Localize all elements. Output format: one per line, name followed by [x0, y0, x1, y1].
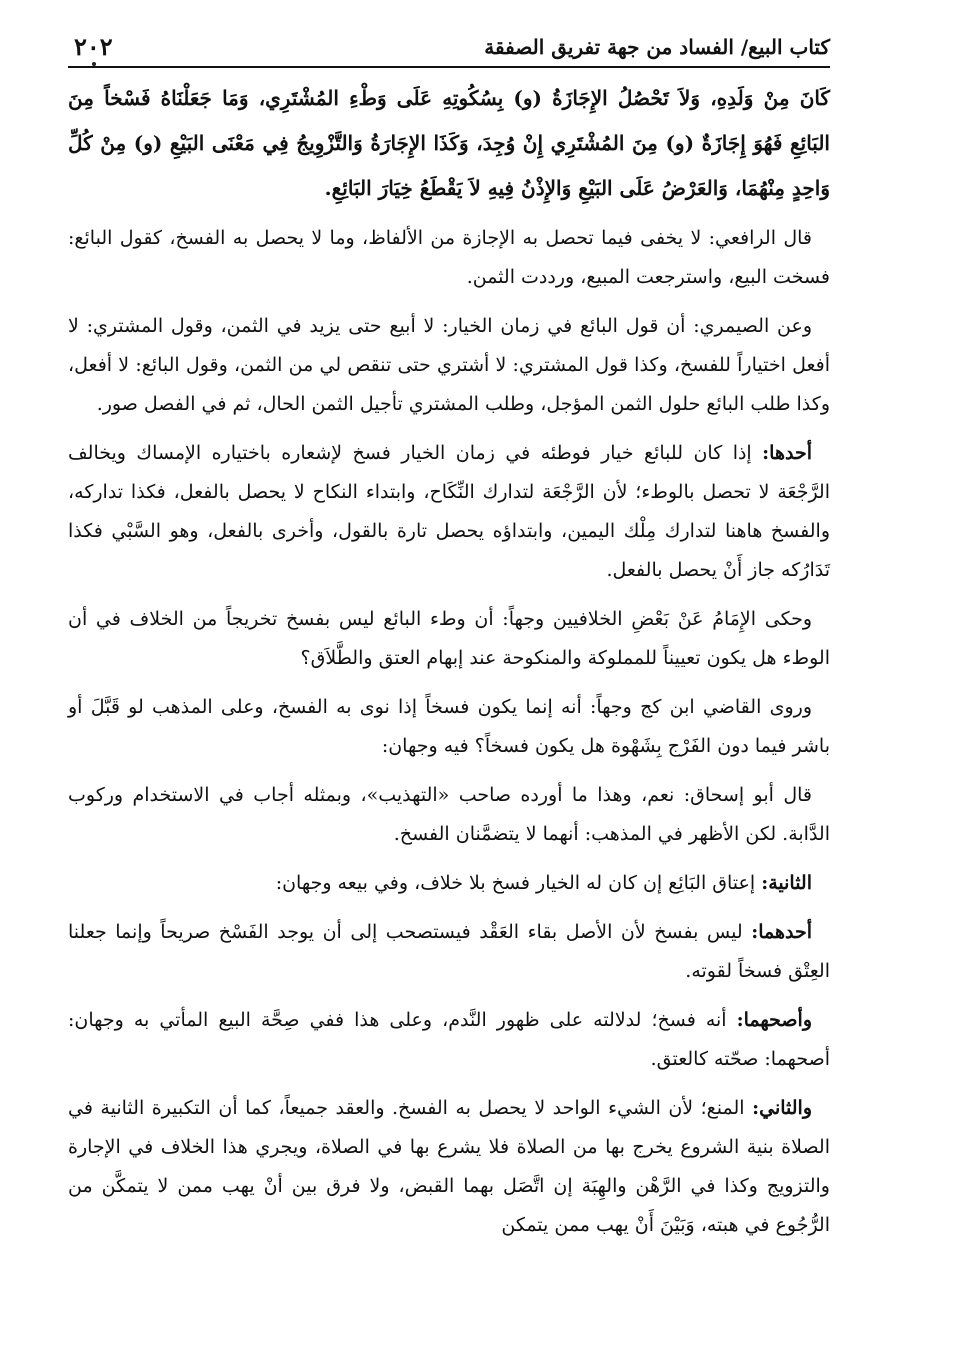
paragraph	[68, 307, 830, 424]
book-page	[68, 22, 830, 1342]
paragraph	[68, 688, 830, 766]
paragraph	[68, 434, 830, 590]
paragraph-text: وحكى الإِمَامُ عَنْ بَعْضِ الخلافيين وجهاً: أن وطء البائع ليس بفسخ تخريجاً من الخلاف في أن الوطء هل يكون تعييناً للمملوكة والمنكوحة عند إبهام العتق والطَّلاَق؟	[68, 608, 830, 669]
matn-paragraph	[68, 76, 830, 211]
paragraph-text: إعتاق البَائِع إن كان له الخيار فسخ بلا خلاف، وفي بيعه وجهان:	[275, 872, 762, 894]
page-body	[68, 68, 830, 1245]
paragraph-lead: الثانية:	[761, 872, 812, 894]
paragraph-text: وروى القاضي ابن كج وجهاً: أنه إنما يكون فسخاً إذا نوى به الفسخ، وعلى المذهب لو قَبَّلَ أو باشر فيما دون الفَرْج بِشَهْوة هل يكون فسخاً؟ فيه وجهان:	[68, 696, 830, 757]
paragraph-lead: أحدها:	[762, 442, 812, 464]
paragraph-text: المنع؛ لأن الشيء الواحد لا يحصل به الفسخ. والعقد جميعاً، كما أن التكبيرة الثانية في الصلاة بنية الشروع يخرج بها من الصلاة فلا يشرع بها في الصلاة، ويجري هذا الخلاف في الإجارة والتزويج وكذا في الرَّهْن والهِبَة إن اتَّصَل بهما القبض، ولا فرق بين أنْ يهب ممن لا يتمكَّن من الرُّجُوع في هبته، وَبَيْنَ أَنْ يهب ممن يتمكن	[68, 1097, 830, 1236]
paragraph-lead: وأصحهما:	[736, 1009, 812, 1031]
paragraph-text: ليس بفسخ لأن الأصل بقاء العَقْد فيستصحب إلى أن يوجد الفَسْخ صريحاً وإنما جعلنا العِتْق فسخاً لقوته.	[68, 921, 830, 982]
paragraph	[68, 1001, 830, 1079]
paragraph	[68, 1089, 830, 1245]
paragraph	[68, 600, 830, 678]
running-title: كتاب البيع/ الفساد من جهة تفريق الصفقة	[484, 35, 830, 59]
paragraph	[68, 219, 830, 297]
paragraph-text: إذا كان للبائع خيار فوطئه في زمان الخيار فسخ لإشعاره باختياره الإمساك ويخالف الرَّجْعَة لا تحصل بالوطء؛ لأن الرَّجْعَة لتدارك النِّكَاح، وابتداء النكاح لا يحصل بالفعل، فكذا تداركه، والفسخ هاهنا لتدارك مِلْك اليمين، وابتداؤه يحصل تارة بالقول، وأخرى بالفعل، وهو السَّبْي فكذا تَدَارُكه جاز أَنْ يحصل بالفعل.	[68, 442, 830, 581]
paragraph-text: وعن الصيمري: أن قول البائع في زمان الخيار: لا أبيع حتى يزيد في الثمن، وقول المشتري: لا أفعل اختياراً للفسخ، وكذا قول المشتري: لا أشتري حتى تنقص لي من الثمن، وقول البائع: لا أفعل، وكذا طلب البائع حلول الثمن المؤجل، وطلب المشتري تأجيل الثمن الحال، ثم في الفصل صور.	[68, 315, 830, 415]
page-header	[68, 22, 830, 68]
paragraph-text: كَانَ مِنْ وَلَدِهِ، وَلاَ تَحْصُلُ الإِجَازَةُ (و) بِسُكُوتِهِ عَلَى وَطْءِ المُشْتَرِي، وَمَا جَعَلْنَاهُ فَسْخاً مِنَ البَائِعِ فَهُوَ إِجَازَةٌ (و) مِنَ المُشْتَرِي إِنْ وُجِدَ، وَكَذَا الإِجَارَةُ وَالتَّزْوِيجُ فِي مَعْنَى البَيْعِ (و) مِنْ كُلِّ وَاحِدٍ مِنْهُمَا، وَالعَرْضُ عَلَى البَيْعِ وَالإِذْنُ فِيهِ لاَ يَقْطَعُ خِيَارَ البَائِعِ.	[68, 86, 830, 200]
scan-speck	[92, 62, 96, 66]
paragraph-text: قال أبو إسحاق: نعم، وهذا ما أورده صاحب «التهذيب»، وبمثله أجاب في الاستخدام وركوب الدَّابة. لكن الأظهر في المذهب: أنهما لا يتضمَّنان الفسخ.	[68, 784, 830, 845]
paragraph-text: أنه فسخ؛ لدلالته على ظهور النَّدم، وعلى هذا ففي صِحَّة البيع المأتي به وجهان: أصحهما: صحّته كالعتق.	[68, 1009, 830, 1070]
paragraph	[68, 776, 830, 854]
paragraph-lead: والثاني:	[752, 1097, 812, 1119]
page-number: ٢٠٢	[74, 32, 113, 61]
paragraph-lead: أحدهما:	[751, 921, 812, 943]
paragraph-text: قال الرافعي: لا يخفى فيما تحصل به الإجازة من الألفاظ، وما لا يحصل به الفسخ، كقول البائع: فسخت البيع، واسترجعت المبيع، ورددت الثمن.	[68, 227, 830, 288]
paragraph	[68, 864, 830, 903]
paragraph	[68, 913, 830, 991]
